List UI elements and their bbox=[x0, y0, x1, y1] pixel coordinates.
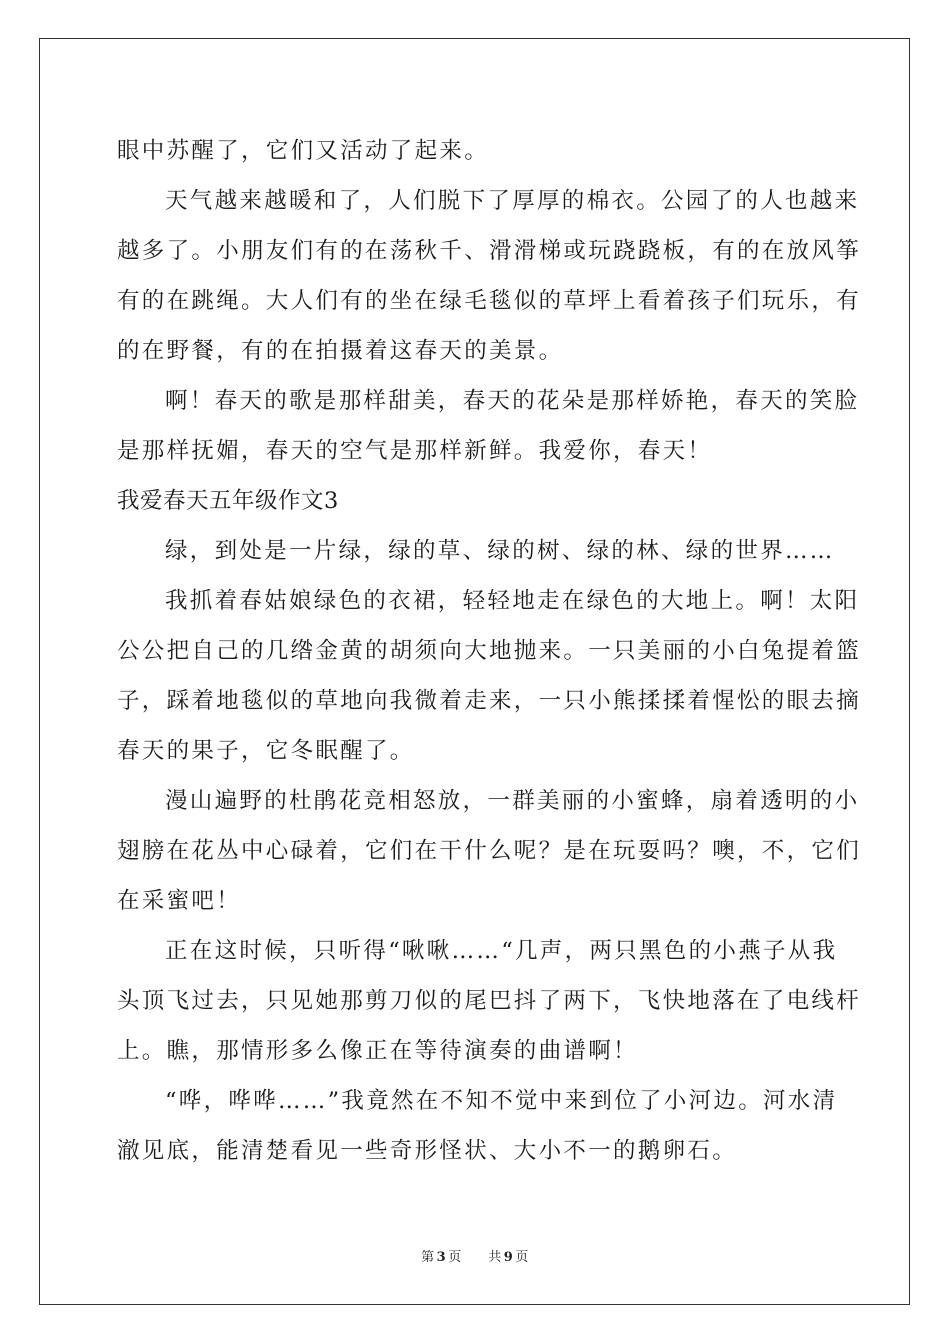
text-line: 越多了。小朋友们有的在荡秋千、滑滑梯或玩跷跷板，有的在放风筝 bbox=[117, 238, 862, 264]
total-suffix: 页 bbox=[515, 1250, 529, 1265]
document-body bbox=[117, 126, 862, 1176]
text-line: 天气越来越暖和了，人们脱下了厚厚的棉衣。公园了的人也越来 bbox=[165, 188, 860, 214]
text-line: 子，踩着地毯似的草地向我微着走来，一只小熊揉揉着惺忪的眼去摘 bbox=[117, 688, 862, 714]
total-number: 9 bbox=[503, 1250, 514, 1265]
text-line: 眼中苏醒了，它们又活动了起来。 bbox=[117, 138, 490, 164]
page-label: 第 bbox=[421, 1250, 435, 1265]
text-line: 翅膀在花丛中心碌着，它们在干什么呢？是在玩耍吗？噢，不，它们 bbox=[117, 838, 862, 864]
text-line: 澈见底，能清楚看见一些奇形怪状、大小不一的鹅卵石。 bbox=[117, 1138, 738, 1164]
text-line: 的在野餐，有的在拍摄着这春天的美景。 bbox=[117, 338, 564, 364]
text-line: 春天的果子，它冬眠醒了。 bbox=[117, 738, 415, 764]
page-indicator bbox=[419, 1250, 464, 1265]
text-line: 正在这时候，只听得“啾啾……“几声，两只黑色的小燕子从我 bbox=[165, 938, 838, 964]
section-heading: 我爱春天五年级作文3 bbox=[117, 488, 339, 514]
total-label: 共 bbox=[488, 1250, 502, 1265]
page-footer bbox=[0, 1246, 950, 1265]
text-line: 头顶飞过去，只见她那剪刀似的尾巴抖了两下，飞快地落在了电线杆 bbox=[117, 988, 862, 1014]
page-suffix: 页 bbox=[448, 1250, 462, 1265]
text-line: 上。瞧，那情形多么像正在等待演奏的曲谱啊！ bbox=[117, 1038, 638, 1064]
text-line: 有的在跳绳。大人们有的坐在绿毛毯似的草坪上看着孩子们玩乐，有 bbox=[117, 288, 862, 314]
text-line: 在采蜜吧！ bbox=[117, 888, 242, 914]
text-line: 绿，到处是一片绿，绿的草、绿的树、绿的林、绿的世界…… bbox=[165, 538, 835, 564]
text-line: 我抓着春姑娘绿色的衣裙，轻轻地走在绿色的大地上。啊！太阳 bbox=[165, 588, 860, 614]
text-line: 啊！春天的歌是那样甜美，春天的花朵是那样娇艳，春天的笑脸 bbox=[165, 388, 860, 414]
text-line: “哗，哗哗……”我竟然在不知不觉中来到位了小河边。河水清 bbox=[165, 1088, 838, 1114]
page-number: 3 bbox=[436, 1250, 447, 1265]
total-pages-indicator bbox=[486, 1250, 531, 1265]
text-line: 是那样抚媚，春天的空气是那样新鲜。我爱你，春天！ bbox=[117, 438, 713, 464]
text-line: 漫山遍野的杜鹃花竞相怒放，一群美丽的小蜜蜂，扇着透明的小 bbox=[165, 788, 860, 814]
text-line: 公公把自己的几绺金黄的胡须向大地抛来。一只美丽的小白兔提着篮 bbox=[117, 638, 862, 664]
